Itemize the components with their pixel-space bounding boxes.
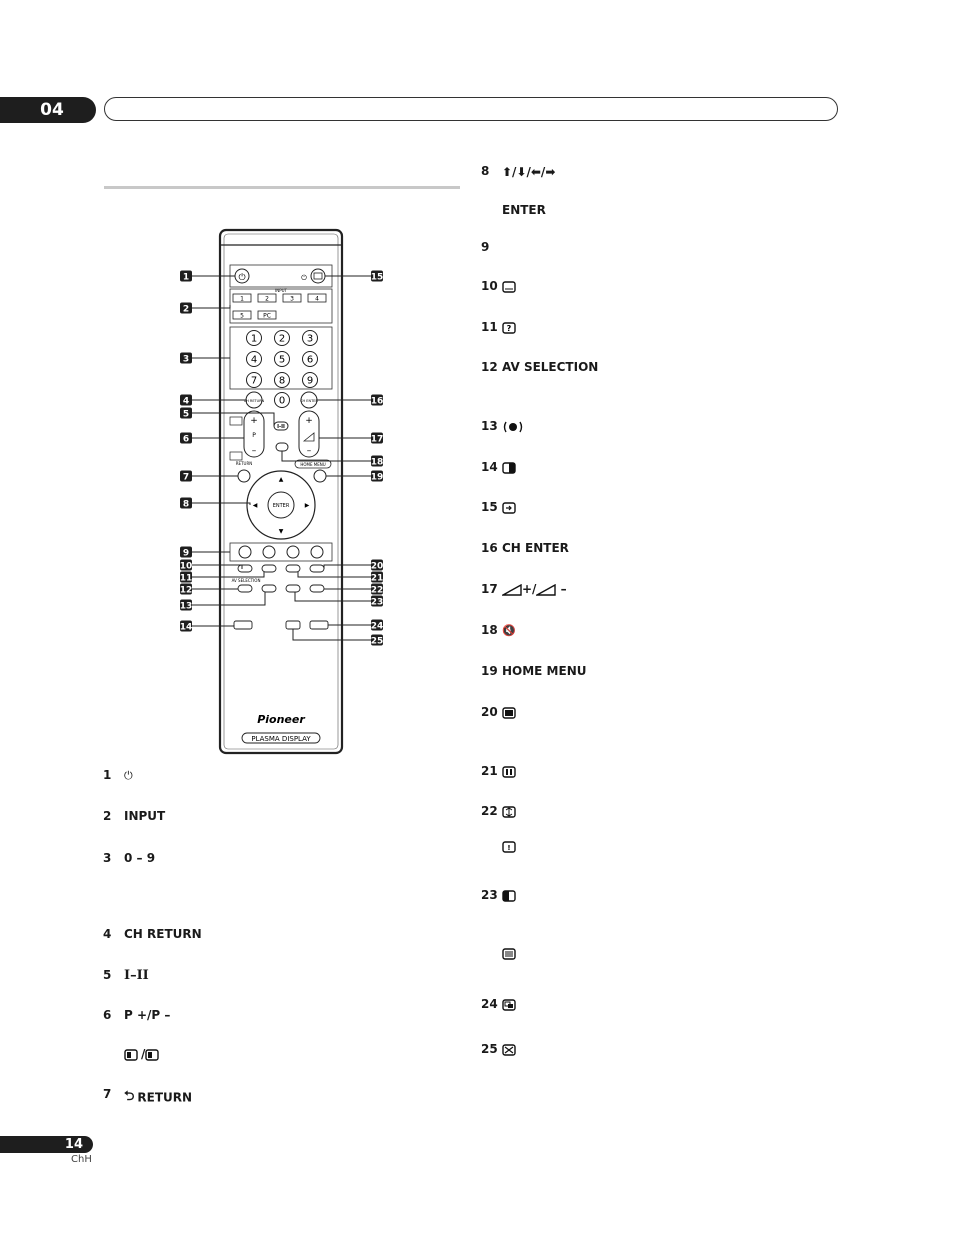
svg-text:8: 8 — [182, 499, 190, 510]
list-item: I–II — [124, 968, 149, 983]
list-item — [124, 809, 165, 823]
svg-text:▶: ▶ — [304, 502, 310, 509]
svg-text:6: 6 — [306, 354, 314, 366]
list-item — [502, 500, 519, 514]
mute-button — [276, 443, 288, 451]
list-item: 🔇 — [502, 624, 516, 637]
chapter-title-bar — [104, 97, 838, 121]
svg-text:⏻: ⏻ — [238, 273, 246, 283]
input-button-4[interactable] — [308, 294, 326, 303]
svg-text:13: 13 — [179, 601, 193, 612]
list-item — [502, 541, 569, 555]
model-label: PLASMA DISPLAY — [251, 735, 311, 743]
home-menu-button — [314, 470, 326, 482]
svg-text:12: 12 — [179, 585, 193, 596]
digit-button-7[interactable] — [247, 373, 262, 388]
section-rule — [104, 186, 460, 189]
svg-text:24: 24 — [370, 621, 384, 632]
input-button-3[interactable] — [283, 294, 301, 303]
svg-text:▲: ▲ — [278, 476, 284, 483]
svg-text:5: 5 — [182, 409, 190, 420]
list-item — [124, 851, 155, 865]
list-item: ⬆/⬇/⬅/➡ — [502, 164, 556, 179]
list-item — [502, 460, 519, 474]
digit-button-9[interactable] — [303, 373, 318, 388]
input-group-label: INPUT — [275, 288, 287, 293]
list-item — [502, 203, 546, 217]
ch-return-label: CH RETURN — [243, 399, 265, 403]
svg-text:0: 0 — [278, 395, 286, 407]
list-item-number: 24 — [481, 997, 498, 1011]
svg-text:?: ? — [506, 323, 512, 333]
list-item-number: 10 — [481, 279, 498, 293]
list-item-number: 6 — [103, 1008, 112, 1022]
list-item — [502, 888, 519, 902]
svg-text:11: 11 — [179, 573, 193, 584]
list-item-label: RETURN — [137, 1090, 193, 1105]
list-item-label: 0 – 9 — [124, 851, 156, 865]
list-item-label: AV SELECTION — [502, 360, 599, 374]
list-item-label: P +/P – — [124, 1008, 171, 1022]
list-item-number: 5 — [103, 968, 112, 982]
list-item — [124, 1008, 170, 1022]
list-item: ⮌ RETURN — [124, 1089, 193, 1105]
list-item-number: 4 — [103, 927, 112, 941]
list-item — [502, 997, 519, 1011]
svg-text:20: 20 — [370, 561, 384, 572]
svg-text:1: 1 — [182, 272, 190, 283]
list-item — [502, 946, 519, 960]
list-item — [502, 360, 598, 374]
home-menu-label: HOME MENU — [300, 462, 326, 467]
digit-button-3[interactable] — [303, 331, 318, 346]
remote-illustration — [170, 225, 395, 755]
digit-button-8[interactable] — [275, 373, 290, 388]
svg-text:I-II: I-II — [277, 424, 285, 430]
return-label: RETURN — [235, 461, 253, 466]
list-item — [502, 1042, 519, 1056]
svg-text:–: – — [306, 446, 312, 456]
svg-text:▼: ▼ — [278, 528, 284, 535]
list-item-label: +/ — [522, 582, 537, 596]
list-item-number: 8 — [481, 164, 490, 178]
list-item-number: 23 — [481, 888, 498, 902]
list-item: ⏻ — [124, 768, 133, 782]
chapter-number: 04 — [40, 100, 64, 120]
svg-text:8: 8 — [278, 375, 286, 387]
list-item-label: HOME MENU — [502, 664, 587, 678]
svg-text:6: 6 — [182, 434, 190, 445]
list-item-label: CH ENTER — [502, 541, 569, 555]
svg-text:1: 1 — [250, 333, 258, 345]
svg-text:3: 3 — [306, 333, 314, 345]
list-item-number: 15 — [481, 500, 498, 514]
list-item-number: 18 — [481, 623, 498, 637]
svg-text:4: 4 — [182, 396, 190, 407]
list-item-number: 25 — [481, 1042, 498, 1056]
svg-text:19: 19 — [370, 472, 384, 483]
input-button-5[interactable] — [233, 311, 251, 320]
color-button-blue — [311, 546, 323, 558]
svg-text:5: 5 — [240, 312, 244, 320]
list-item-number: 19 — [481, 664, 498, 678]
input-button-PC[interactable] — [258, 311, 276, 320]
list-item-number: 16 — [481, 541, 498, 555]
svg-text:–: – — [251, 446, 257, 456]
return-button — [238, 470, 250, 482]
list-item-tail: – — [556, 582, 567, 596]
list-item — [502, 419, 524, 433]
list-item — [502, 320, 519, 334]
digit-button-4[interactable] — [247, 352, 262, 367]
list-item — [502, 279, 519, 293]
svg-text:7: 7 — [182, 472, 190, 483]
list-item-number: 2 — [103, 809, 112, 823]
page-number-tab — [0, 1136, 93, 1153]
list-item-number: 14 — [481, 460, 498, 474]
input-button-2[interactable] — [258, 294, 276, 303]
list-item — [502, 764, 519, 778]
svg-text:15: 15 — [370, 272, 384, 283]
digit-button-2[interactable] — [275, 331, 290, 346]
srs-button — [262, 585, 276, 592]
svg-text:18: 18 — [370, 457, 384, 468]
list-item-number: 9 — [481, 240, 490, 254]
color-button-green — [263, 546, 275, 558]
svg-text:14: 14 — [179, 622, 193, 633]
color-button-yellow — [287, 546, 299, 558]
svg-text:7: 7 — [250, 375, 258, 387]
page-number: 14 — [64, 1137, 83, 1152]
list-item-label: ENTER — [502, 203, 546, 217]
svg-text:+: + — [305, 416, 313, 426]
digit-button-1[interactable] — [247, 331, 262, 346]
language-code: ChH — [71, 1154, 92, 1165]
svg-text:1: 1 — [240, 295, 244, 303]
svg-text:⏻: ⏻ — [301, 274, 307, 282]
svg-text:5: 5 — [278, 354, 286, 366]
svg-text:!: ! — [507, 843, 511, 852]
brand-logo: Pioneer — [257, 713, 305, 726]
svg-text:2: 2 — [265, 295, 269, 303]
input-button-1[interactable] — [233, 294, 251, 303]
svg-text:2: 2 — [278, 333, 286, 345]
av-selection-button — [238, 585, 252, 592]
list-item-number: 1 — [103, 768, 112, 782]
list-item-number: 21 — [481, 764, 498, 778]
svg-text:◀: ◀ — [252, 502, 258, 509]
list-item-number: 12 — [481, 360, 498, 374]
svg-text:PC: PC — [263, 312, 271, 320]
svg-text:9: 9 — [182, 548, 190, 559]
list-item — [502, 839, 519, 853]
list-item — [502, 804, 519, 818]
svg-text:+: + — [250, 416, 258, 426]
chapter-tab — [0, 97, 96, 123]
svg-text:21: 21 — [370, 573, 384, 584]
svg-text:16: 16 — [370, 396, 384, 407]
list-item-label: CH RETURN — [124, 927, 202, 941]
list-item-number: 13 — [481, 419, 498, 433]
list-item-label: / — [141, 1047, 146, 1061]
svg-text:2: 2 — [182, 304, 190, 315]
input-select-button — [311, 269, 325, 283]
svg-text:23: 23 — [370, 597, 384, 608]
list-item-number: 17 — [481, 582, 498, 596]
svg-text:25: 25 — [370, 636, 384, 647]
channel-p-label: P — [252, 432, 256, 439]
list-item-number: 7 — [103, 1087, 112, 1101]
list-item-number: 3 — [103, 851, 112, 865]
list-item-number: 11 — [481, 320, 498, 334]
svg-text:4: 4 — [315, 295, 319, 303]
list-item — [124, 927, 202, 941]
svg-text:3: 3 — [182, 354, 190, 365]
list-item-number: 20 — [481, 705, 498, 719]
digit-button-0[interactable] — [275, 393, 290, 408]
svg-text:17: 17 — [370, 434, 384, 445]
list-item-label: INPUT — [124, 809, 166, 823]
digit-button-5[interactable] — [275, 352, 290, 367]
color-button-red — [239, 546, 251, 558]
enter-label: ENTER — [272, 503, 290, 509]
screen-size-button — [234, 621, 252, 629]
list-item — [502, 582, 567, 596]
list-item — [502, 664, 587, 678]
svg-text:3: 3 — [290, 295, 294, 303]
svg-text:4: 4 — [250, 354, 258, 366]
list-item — [124, 1047, 162, 1061]
list-item-number: 22 — [481, 804, 498, 818]
svg-text:22: 22 — [370, 585, 384, 596]
svg-text:9: 9 — [306, 375, 314, 387]
list-item — [502, 705, 519, 719]
svg-text:10: 10 — [179, 561, 193, 572]
av-selection-label: AV SELECTION — [231, 578, 261, 583]
digit-button-6[interactable] — [303, 352, 318, 367]
ch-enter-label: CH ENTER — [300, 399, 318, 403]
